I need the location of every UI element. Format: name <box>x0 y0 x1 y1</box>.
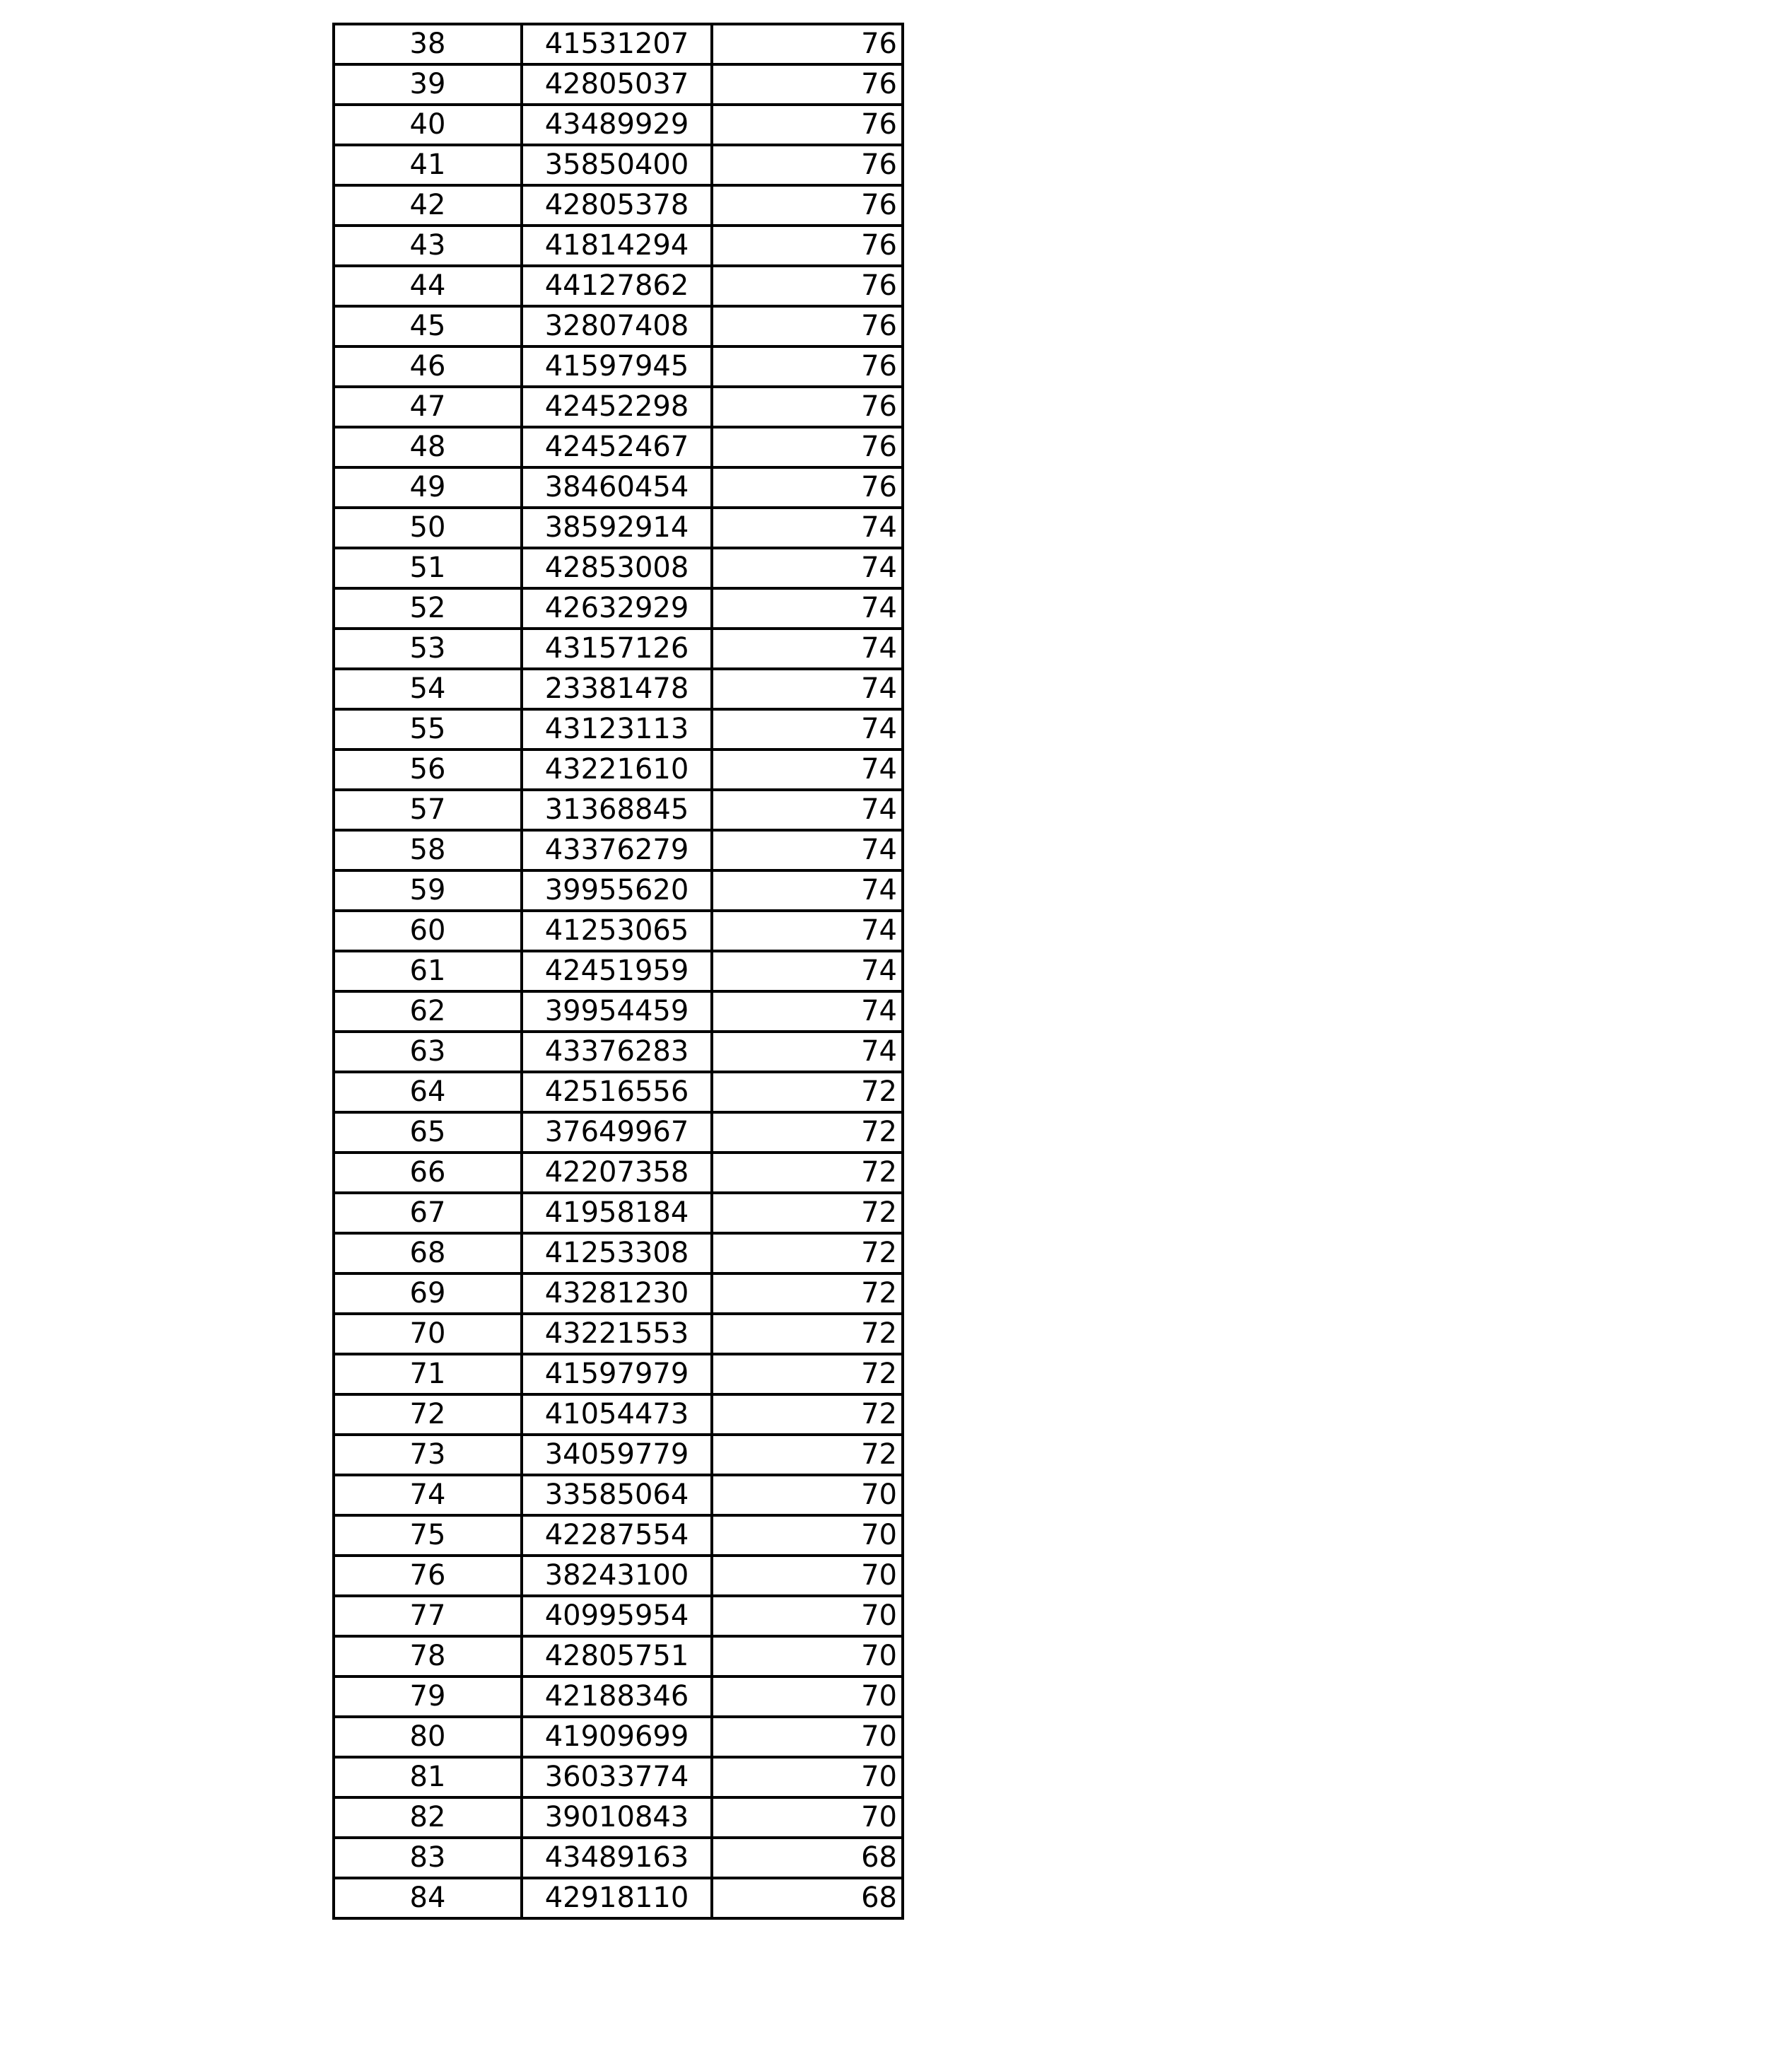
score-cell: 72 <box>712 1112 903 1153</box>
id-cell: 43281230 <box>522 1273 712 1314</box>
rank-cell: 62 <box>334 991 522 1032</box>
table-row <box>334 185 903 226</box>
id-cell: 36033774 <box>522 1757 712 1797</box>
rank-cell: 52 <box>334 588 522 629</box>
rank-cell: 56 <box>334 750 522 790</box>
score-cell: 74 <box>712 588 903 629</box>
table-row <box>334 790 903 830</box>
id-cell: 41909699 <box>522 1717 712 1757</box>
table-row <box>334 105 903 145</box>
table-row <box>334 1072 903 1112</box>
rank-cell: 67 <box>334 1193 522 1233</box>
table-row <box>334 266 903 306</box>
rank-cell: 40 <box>334 105 522 145</box>
id-cell: 42451959 <box>522 951 712 991</box>
rank-cell: 84 <box>334 1878 522 1918</box>
rank-cell: 78 <box>334 1636 522 1676</box>
id-cell: 42805037 <box>522 64 712 105</box>
id-cell: 32807408 <box>522 306 712 346</box>
score-cell: 72 <box>712 1394 903 1435</box>
table-row <box>334 911 903 951</box>
id-cell: 34059779 <box>522 1435 712 1475</box>
rank-cell: 71 <box>334 1354 522 1394</box>
rank-cell: 47 <box>334 387 522 427</box>
table-row <box>334 1314 903 1354</box>
table-row <box>334 1032 903 1072</box>
table-row <box>334 1757 903 1797</box>
id-cell: 41253065 <box>522 911 712 951</box>
table-row <box>334 1153 903 1193</box>
rank-cell: 80 <box>334 1717 522 1757</box>
table-row <box>334 750 903 790</box>
score-cell: 76 <box>712 105 903 145</box>
score-cell: 74 <box>712 750 903 790</box>
table-row <box>334 1233 903 1273</box>
rank-cell: 48 <box>334 427 522 467</box>
score-cell: 70 <box>712 1757 903 1797</box>
score-cell: 76 <box>712 306 903 346</box>
rank-cell: 59 <box>334 870 522 911</box>
table-row <box>334 1838 903 1878</box>
score-cell: 70 <box>712 1515 903 1556</box>
rank-cell: 45 <box>334 306 522 346</box>
table-row <box>334 870 903 911</box>
rank-cell: 51 <box>334 548 522 588</box>
table-row <box>334 1717 903 1757</box>
score-cell: 68 <box>712 1838 903 1878</box>
id-cell: 42188346 <box>522 1676 712 1717</box>
id-cell: 42853008 <box>522 548 712 588</box>
id-cell: 42207358 <box>522 1153 712 1193</box>
rank-cell: 61 <box>334 951 522 991</box>
table-row <box>334 306 903 346</box>
rank-cell: 49 <box>334 467 522 508</box>
score-cell: 74 <box>712 951 903 991</box>
id-cell: 31368845 <box>522 790 712 830</box>
score-cell: 70 <box>712 1717 903 1757</box>
id-cell: 39954459 <box>522 991 712 1032</box>
rank-cell: 81 <box>334 1757 522 1797</box>
rank-cell: 50 <box>334 508 522 548</box>
table-row <box>334 1273 903 1314</box>
id-cell: 43123113 <box>522 709 712 750</box>
id-cell: 43489929 <box>522 105 712 145</box>
id-cell: 42452467 <box>522 427 712 467</box>
score-cell: 74 <box>712 548 903 588</box>
score-cell: 76 <box>712 24 903 64</box>
score-cell: 70 <box>712 1676 903 1717</box>
table-row <box>334 226 903 266</box>
id-cell: 42918110 <box>522 1878 712 1918</box>
table-row <box>334 1596 903 1636</box>
rank-cell: 39 <box>334 64 522 105</box>
id-cell: 43157126 <box>522 629 712 669</box>
table-row <box>334 24 903 64</box>
table-row <box>334 1354 903 1394</box>
table-row <box>334 709 903 750</box>
table-row <box>334 1556 903 1596</box>
id-cell: 41597945 <box>522 346 712 387</box>
rank-cell: 42 <box>334 185 522 226</box>
table-row <box>334 145 903 185</box>
rank-cell: 68 <box>334 1233 522 1273</box>
id-cell: 23381478 <box>522 669 712 709</box>
rank-cell: 79 <box>334 1676 522 1717</box>
table-row <box>334 669 903 709</box>
id-cell: 42516556 <box>522 1072 712 1112</box>
score-cell: 72 <box>712 1273 903 1314</box>
score-cell: 72 <box>712 1435 903 1475</box>
id-cell: 39010843 <box>522 1797 712 1838</box>
score-cell: 76 <box>712 346 903 387</box>
id-cell: 35850400 <box>522 145 712 185</box>
score-cell: 72 <box>712 1314 903 1354</box>
table-row <box>334 427 903 467</box>
table-row <box>334 467 903 508</box>
table-row <box>334 1636 903 1676</box>
score-cell: 70 <box>712 1636 903 1676</box>
table-row <box>334 629 903 669</box>
rank-cell: 66 <box>334 1153 522 1193</box>
score-cell: 72 <box>712 1193 903 1233</box>
rank-cell: 43 <box>334 226 522 266</box>
id-cell: 42805751 <box>522 1636 712 1676</box>
table-row <box>334 548 903 588</box>
rank-cell: 72 <box>334 1394 522 1435</box>
table-row <box>334 1676 903 1717</box>
id-cell: 38243100 <box>522 1556 712 1596</box>
score-cell: 68 <box>712 1878 903 1918</box>
score-cell: 76 <box>712 64 903 105</box>
table-row <box>334 1515 903 1556</box>
id-cell: 42452298 <box>522 387 712 427</box>
id-cell: 38592914 <box>522 508 712 548</box>
id-cell: 42632929 <box>522 588 712 629</box>
id-cell: 41814294 <box>522 226 712 266</box>
score-cell: 74 <box>712 508 903 548</box>
score-cell: 72 <box>712 1072 903 1112</box>
rank-cell: 70 <box>334 1314 522 1354</box>
score-cell: 74 <box>712 911 903 951</box>
table-row <box>334 1394 903 1435</box>
table-row <box>334 830 903 870</box>
id-cell: 43376283 <box>522 1032 712 1072</box>
rank-cell: 57 <box>334 790 522 830</box>
rank-cell: 54 <box>334 669 522 709</box>
score-cell: 74 <box>712 991 903 1032</box>
rank-cell: 58 <box>334 830 522 870</box>
id-cell: 33585064 <box>522 1475 712 1515</box>
id-cell: 43221553 <box>522 1314 712 1354</box>
id-cell: 43489163 <box>522 1838 712 1878</box>
score-cell: 74 <box>712 709 903 750</box>
score-cell: 72 <box>712 1354 903 1394</box>
score-cell: 72 <box>712 1153 903 1193</box>
score-cell: 76 <box>712 226 903 266</box>
table-row <box>334 508 903 548</box>
rank-cell: 74 <box>334 1475 522 1515</box>
rank-cell: 63 <box>334 1032 522 1072</box>
score-cell: 74 <box>712 1032 903 1072</box>
table-row <box>334 991 903 1032</box>
id-cell: 39955620 <box>522 870 712 911</box>
rank-cell: 41 <box>334 145 522 185</box>
rank-cell: 38 <box>334 24 522 64</box>
id-cell: 43221610 <box>522 750 712 790</box>
id-cell: 41958184 <box>522 1193 712 1233</box>
table-row <box>334 951 903 991</box>
rank-cell: 73 <box>334 1435 522 1475</box>
table-row <box>334 346 903 387</box>
id-cell: 38460454 <box>522 467 712 508</box>
rank-cell: 53 <box>334 629 522 669</box>
table-row <box>334 64 903 105</box>
id-cell: 41054473 <box>522 1394 712 1435</box>
table-row <box>334 1475 903 1515</box>
table-row <box>334 1435 903 1475</box>
score-cell: 76 <box>712 266 903 306</box>
score-cell: 74 <box>712 830 903 870</box>
score-cell: 74 <box>712 669 903 709</box>
id-cell: 41253308 <box>522 1233 712 1273</box>
score-cell: 76 <box>712 467 903 508</box>
score-cell: 72 <box>712 1233 903 1273</box>
rank-cell: 55 <box>334 709 522 750</box>
score-cell: 70 <box>712 1556 903 1596</box>
score-cell: 70 <box>712 1475 903 1515</box>
rank-cell: 44 <box>334 266 522 306</box>
score-cell: 76 <box>712 185 903 226</box>
table-row <box>334 588 903 629</box>
results-table-body <box>334 24 903 1918</box>
score-cell: 74 <box>712 629 903 669</box>
rank-cell: 75 <box>334 1515 522 1556</box>
score-cell: 74 <box>712 870 903 911</box>
id-cell: 42287554 <box>522 1515 712 1556</box>
score-cell: 74 <box>712 790 903 830</box>
score-cell: 70 <box>712 1797 903 1838</box>
id-cell: 42805378 <box>522 185 712 226</box>
results-table <box>332 23 904 1920</box>
rank-cell: 77 <box>334 1596 522 1636</box>
rank-cell: 65 <box>334 1112 522 1153</box>
id-cell: 40995954 <box>522 1596 712 1636</box>
id-cell: 43376279 <box>522 830 712 870</box>
rank-cell: 64 <box>334 1072 522 1112</box>
table-row <box>334 1112 903 1153</box>
rank-cell: 83 <box>334 1838 522 1878</box>
rank-cell: 76 <box>334 1556 522 1596</box>
rank-cell: 46 <box>334 346 522 387</box>
table-row <box>334 1797 903 1838</box>
score-cell: 70 <box>712 1596 903 1636</box>
table-row <box>334 387 903 427</box>
id-cell: 41597979 <box>522 1354 712 1394</box>
id-cell: 37649967 <box>522 1112 712 1153</box>
rank-cell: 60 <box>334 911 522 951</box>
rank-cell: 69 <box>334 1273 522 1314</box>
rank-cell: 82 <box>334 1797 522 1838</box>
id-cell: 44127862 <box>522 266 712 306</box>
score-cell: 76 <box>712 145 903 185</box>
id-cell: 41531207 <box>522 24 712 64</box>
table-row <box>334 1193 903 1233</box>
score-cell: 76 <box>712 427 903 467</box>
score-cell: 76 <box>712 387 903 427</box>
table-row <box>334 1878 903 1918</box>
